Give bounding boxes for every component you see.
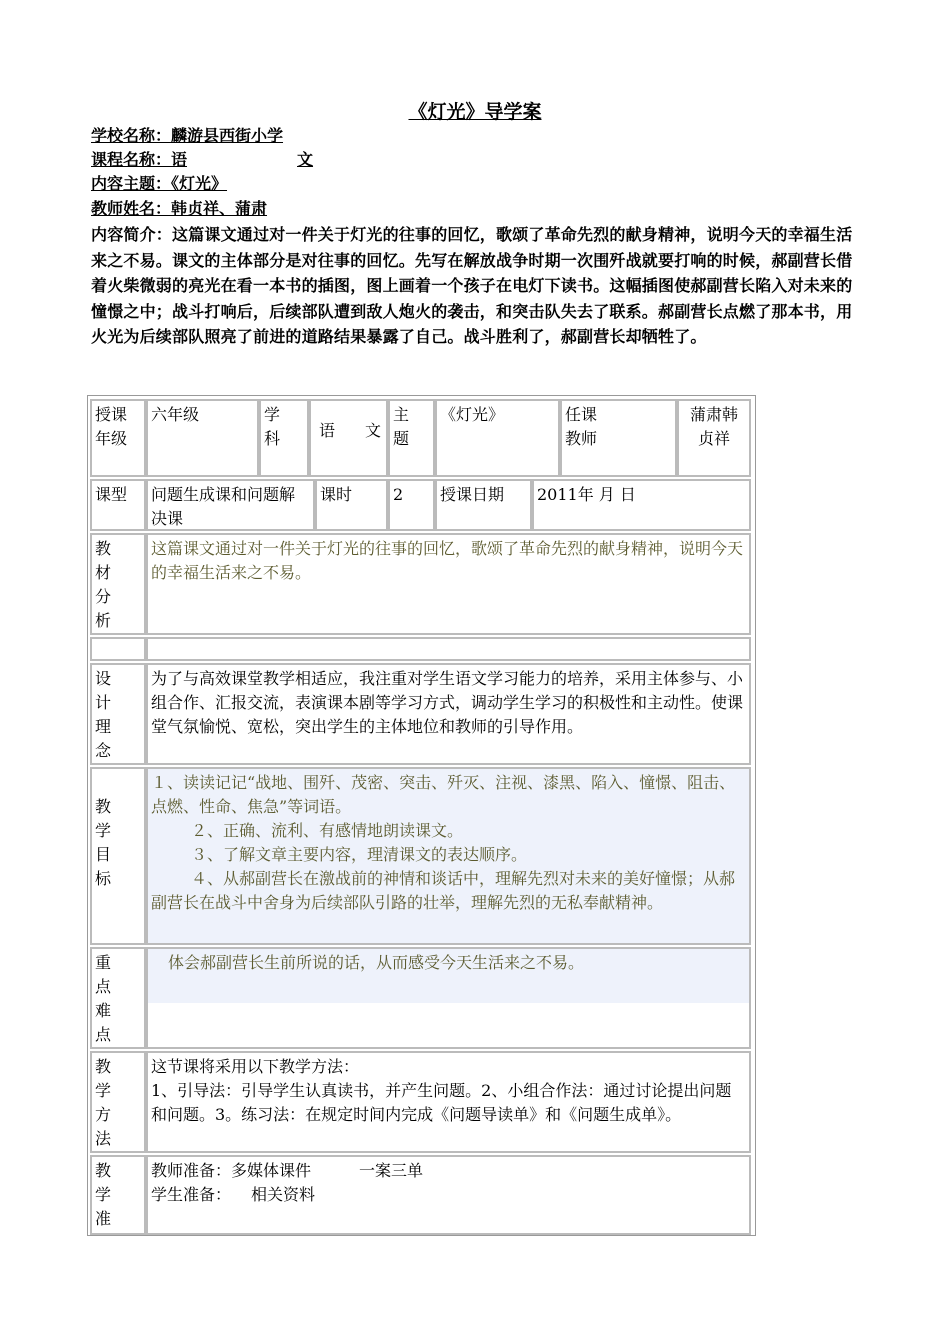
content-topic: 内容主题：《灯光》 bbox=[91, 174, 228, 193]
goals-value bbox=[146, 767, 751, 945]
method-label: 教学方法 bbox=[90, 1051, 146, 1153]
theme-label: 主题 bbox=[388, 399, 435, 477]
teacher-names: 教师姓名：韩贞祥、蒲肃 bbox=[91, 199, 268, 218]
grade-label: 授课年级 bbox=[90, 399, 146, 477]
analysis-label: 教材分析 bbox=[90, 533, 146, 635]
design-label: 设计理念 bbox=[90, 663, 146, 765]
prep-value: 教师准备：多媒体课件 一案三单 学生准备： 相关资料 bbox=[146, 1155, 751, 1235]
grade-value: 六年级 bbox=[146, 399, 259, 477]
hours-value: 2 bbox=[388, 479, 435, 531]
goal-item: ２、正确、流利、有感情地朗读课文。 bbox=[191, 821, 464, 840]
subject-value: 语 文 bbox=[309, 399, 388, 477]
goal-item: １、读读记记“战地、围歼、茂密、突击、歼灭、注视、漆黑、陷入、憧憬、阻击、点燃、性命、焦急”等词语。 bbox=[151, 773, 736, 816]
hours-label: 课时 bbox=[315, 479, 388, 531]
content-intro: 内容简介：这篇课文通过对一件关于灯光的往事的回忆，歌颂了革命先烈的献身精神，说明今天的幸福生活来之不易。课文的主体部分是对往事的回忆。先写在解放战争时期一次围歼战就要打响的时候，郝副营长借着火柴微弱的亮光在看一本书的插图，图上画着一个孩子在电灯下读书。这幅插图使郝副营长陷入对未来的憧憬之中；战斗打响后，后续部队遭到敌人炮火的袭击，和突击队失去了联系。郝副营长点燃了那本书，用火光为后续部队照亮了前进的道路结果暴露了自己。战斗胜利了，郝副营长却牺牲了。 bbox=[91, 225, 853, 346]
theme-value: 《灯光》 bbox=[435, 399, 560, 477]
teacher-label: 任课教师 bbox=[560, 399, 677, 477]
prep-label: 教学准 bbox=[90, 1155, 146, 1235]
teacher-value: 蒲肃韩贞祥 bbox=[677, 399, 751, 477]
analysis-value: 这篇课文通过对一件关于灯光的往事的回忆，歌颂了革命先烈的献身精神，说明今天的幸福生活来之不易。 bbox=[146, 533, 751, 635]
key-value: 体会郝副营长生前所说的话，从而感受今天生活来之不易。 bbox=[146, 947, 751, 1049]
empty-value bbox=[146, 637, 751, 661]
lesson-plan-table bbox=[87, 395, 756, 1236]
date-label: 授课日期 bbox=[435, 479, 532, 531]
goal-item: ４、从郝副营长在激战前的神情和谈话中，理解先烈对未来的美好憧憬；从郝副营长在战斗中舍身为后续部队引路的壮举，理解先烈的无私奉献精神。 bbox=[151, 869, 736, 912]
course-name: 课程名称：语 文 bbox=[91, 150, 314, 169]
subject-label: 学科 bbox=[259, 399, 309, 477]
goals-label: 教学目标 bbox=[90, 767, 146, 945]
school-name: 学校名称：麟游县西街小学 bbox=[91, 126, 284, 145]
date-value: 2011年 月 日 bbox=[532, 479, 751, 531]
document-title: 《灯光》导学案 bbox=[408, 101, 542, 123]
type-label: 课型 bbox=[90, 479, 146, 531]
design-value: 为了与高效课堂教学相适应，我注重对学生语文学习能力的培养，采用主体参与、小组合作、汇报交流，表演课本剧等学习方式，调动学生学习的积极性和主动性。使课堂气氛愉悦、宽松，突出学生的主体地位和教师的引导作用。 bbox=[146, 663, 751, 765]
method-value: 这节课将采用以下教学方法： 1、引导法：引导学生认真读书，并产生问题。2、小组合作法：通过讨论提出问题和问题。3。练习法：在规定时间内完成《问题导读单》和《问题生成单》。 bbox=[146, 1051, 751, 1153]
type-value: 问题生成课和问题解决课 bbox=[146, 479, 315, 531]
empty-label bbox=[90, 637, 146, 661]
goal-item: ３、了解文章主要内容，理清课文的表达顺序。 bbox=[191, 845, 528, 864]
key-label: 重点难点 bbox=[90, 947, 146, 1049]
